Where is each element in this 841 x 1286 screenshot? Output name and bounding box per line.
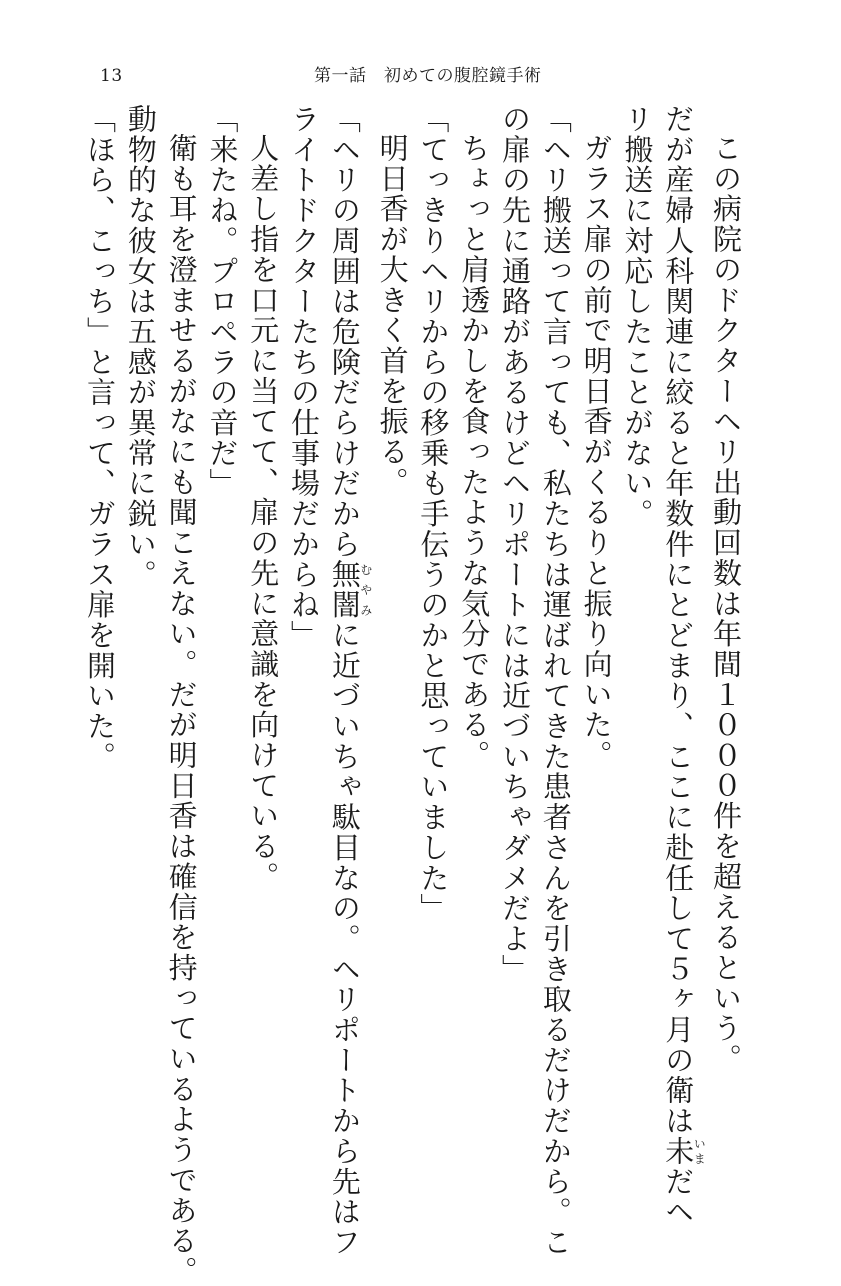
text-segment: 「ヘリの周囲は危険だらけだから <box>327 104 362 560</box>
text-line <box>324 104 373 1258</box>
text-line: 「ほら、こっち」と言って、ガラス扉を開いた。 <box>83 104 118 772</box>
text-line: リ搬送に対応したことがない。 <box>620 104 655 529</box>
text-line: 明日香が大きく首を振る。 <box>375 133 410 498</box>
ruby-word <box>661 1135 707 1167</box>
ruby-base: 無闇 <box>327 559 362 620</box>
ruby-reading: むやみ <box>358 559 373 620</box>
ruby-base: 未 <box>661 1135 696 1167</box>
text-line: この病院のドクターヘリ出動回数は年間１０００件を超えるという。 <box>709 133 743 1074</box>
ruby-reading: いま <box>692 1135 707 1167</box>
text-line: 「てっきりヘリからの移乗も手伝うのかと思っていました」 <box>416 104 451 924</box>
text-line: 「ヘリ搬送って言っても、私たちは運ばれてきた患者さんを引き取るだけだから。こ <box>538 104 573 1258</box>
ruby-word <box>327 559 373 620</box>
body-text <box>79 104 746 1286</box>
text-segment: に近づいちゃ駄目なの。ヘリポートから先はフ <box>327 619 362 1258</box>
text-line: ライトドクターたちの仕事場だからね」 <box>287 104 322 651</box>
page-number: 13 <box>100 66 123 86</box>
text-line: ガラス扉の前で明日香がくるりと振り向いた。 <box>579 133 614 771</box>
text-line: 衛も耳を澄ませるがなにも聞こえない。だが明日香は確信を持っているようである。 <box>164 133 199 1286</box>
text-line <box>657 104 707 1227</box>
text-segment: だが産婦人科関連に絞ると年数件にとどまり、ここに赴任して５ヶ月の衛は <box>661 104 696 1136</box>
running-head: 第一話 初めての腹腔鏡手術 <box>314 66 542 86</box>
text-line: 「来たね。プロペラの音だ」 <box>205 104 240 499</box>
text-segment: だヘ <box>661 1166 696 1227</box>
text-line: の扉の先に通路があるけどヘリポートには近づいちゃダメだよ」 <box>498 104 533 985</box>
text-line: 動物的な彼女は五感が異常に鋭い。 <box>123 104 158 590</box>
text-line: 人差し指を口元に当てて、扉の先に意識を向けている。 <box>246 133 281 892</box>
text-line: ちょっと肩透かしを食ったような気分である。 <box>457 133 492 771</box>
